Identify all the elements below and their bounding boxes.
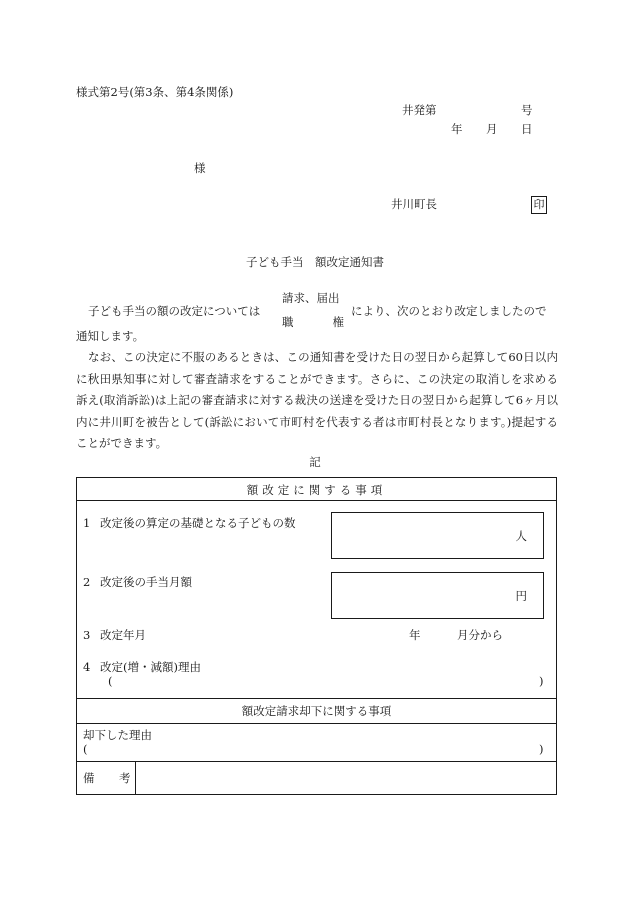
monthly-allowance-unit: 円 [515,589,527,604]
item-4-number: 4 [83,660,91,674]
reason-paren-open: ( [108,674,113,688]
rejection-reason-label: 却下した理由 [83,728,152,742]
body-paragraph-1-end: により、次のとおり改定しましたので [351,304,547,318]
notice-type-option-ex-officio-2: 権 [332,315,344,330]
item-3-number: 3 [83,628,91,642]
revision-year-unit: 年 [409,628,421,642]
children-count-unit: 人 [515,529,527,544]
form-number: 様式第2号(第3条、第4条関係) [76,85,234,99]
rejection-paren-open: ( [83,742,88,756]
body-paragraph-1-line2: 通知します。 [76,329,145,343]
item-3-label: 改定年月 [100,628,146,642]
divider [77,698,556,699]
document-number-suffix: 号 [521,103,533,117]
section-2-header: 額改定請求却下に関する事項 [241,704,392,718]
body-paragraph-2: なお、この決定に不服のあるときは、この通知書を受けた日の翌日から起算して60日以内に秋田県知事に対して審査請求をすることができます。さらに、この決定の取消しを求める訴え(取消訴訟)は上記の審査請求に対する裁決の送達を受けた日の翌日から起算して6ヶ月以内に井川町を被告として(訴訟において市町村を代表する者は市町村長となります。)提起することができます。 [76,350,558,450]
item-1-label: 改定後の算定の基礎となる子どもの数 [100,516,296,530]
date-month: 月 [486,122,498,136]
remarks-label-1: 備 [83,771,95,785]
sender-name: 井川町長 [391,197,437,211]
details-table [76,477,557,795]
date-day: 日 [521,122,533,136]
divider [77,500,556,501]
item-2-label: 改定後の手当月額 [100,575,192,589]
date-year: 年 [451,122,463,136]
section-1-header: 額改定に関する事項 [246,483,387,497]
children-count-field[interactable] [331,512,544,559]
notice-type-options [282,292,344,330]
seal-mark: 印 [531,196,547,214]
rejection-paren-close: ) [539,742,544,756]
item-1-number: 1 [83,516,91,530]
addressee-suffix: 様 [194,161,206,175]
notice-type-option-ex-officio-1: 職 [282,315,294,330]
item-2-number: 2 [83,575,91,589]
body-paragraph-1-start: 子ども手当の額の改定については [88,304,261,318]
revision-month-from: 月分から [457,628,503,642]
document-number-prefix: 井発第 [402,103,437,117]
document-title: 子ども手当 額改定通知書 [246,255,384,269]
divider [77,723,556,724]
notice-type-option-request: 請求、届出 [282,291,340,305]
ki-label: 記 [309,455,321,469]
monthly-allowance-field[interactable] [331,572,544,619]
item-4-label: 改定(増・減額)理由 [100,660,201,674]
remarks-field[interactable] [136,762,556,794]
remarks-label-2: 考 [119,771,131,785]
reason-paren-close: ) [539,674,544,688]
